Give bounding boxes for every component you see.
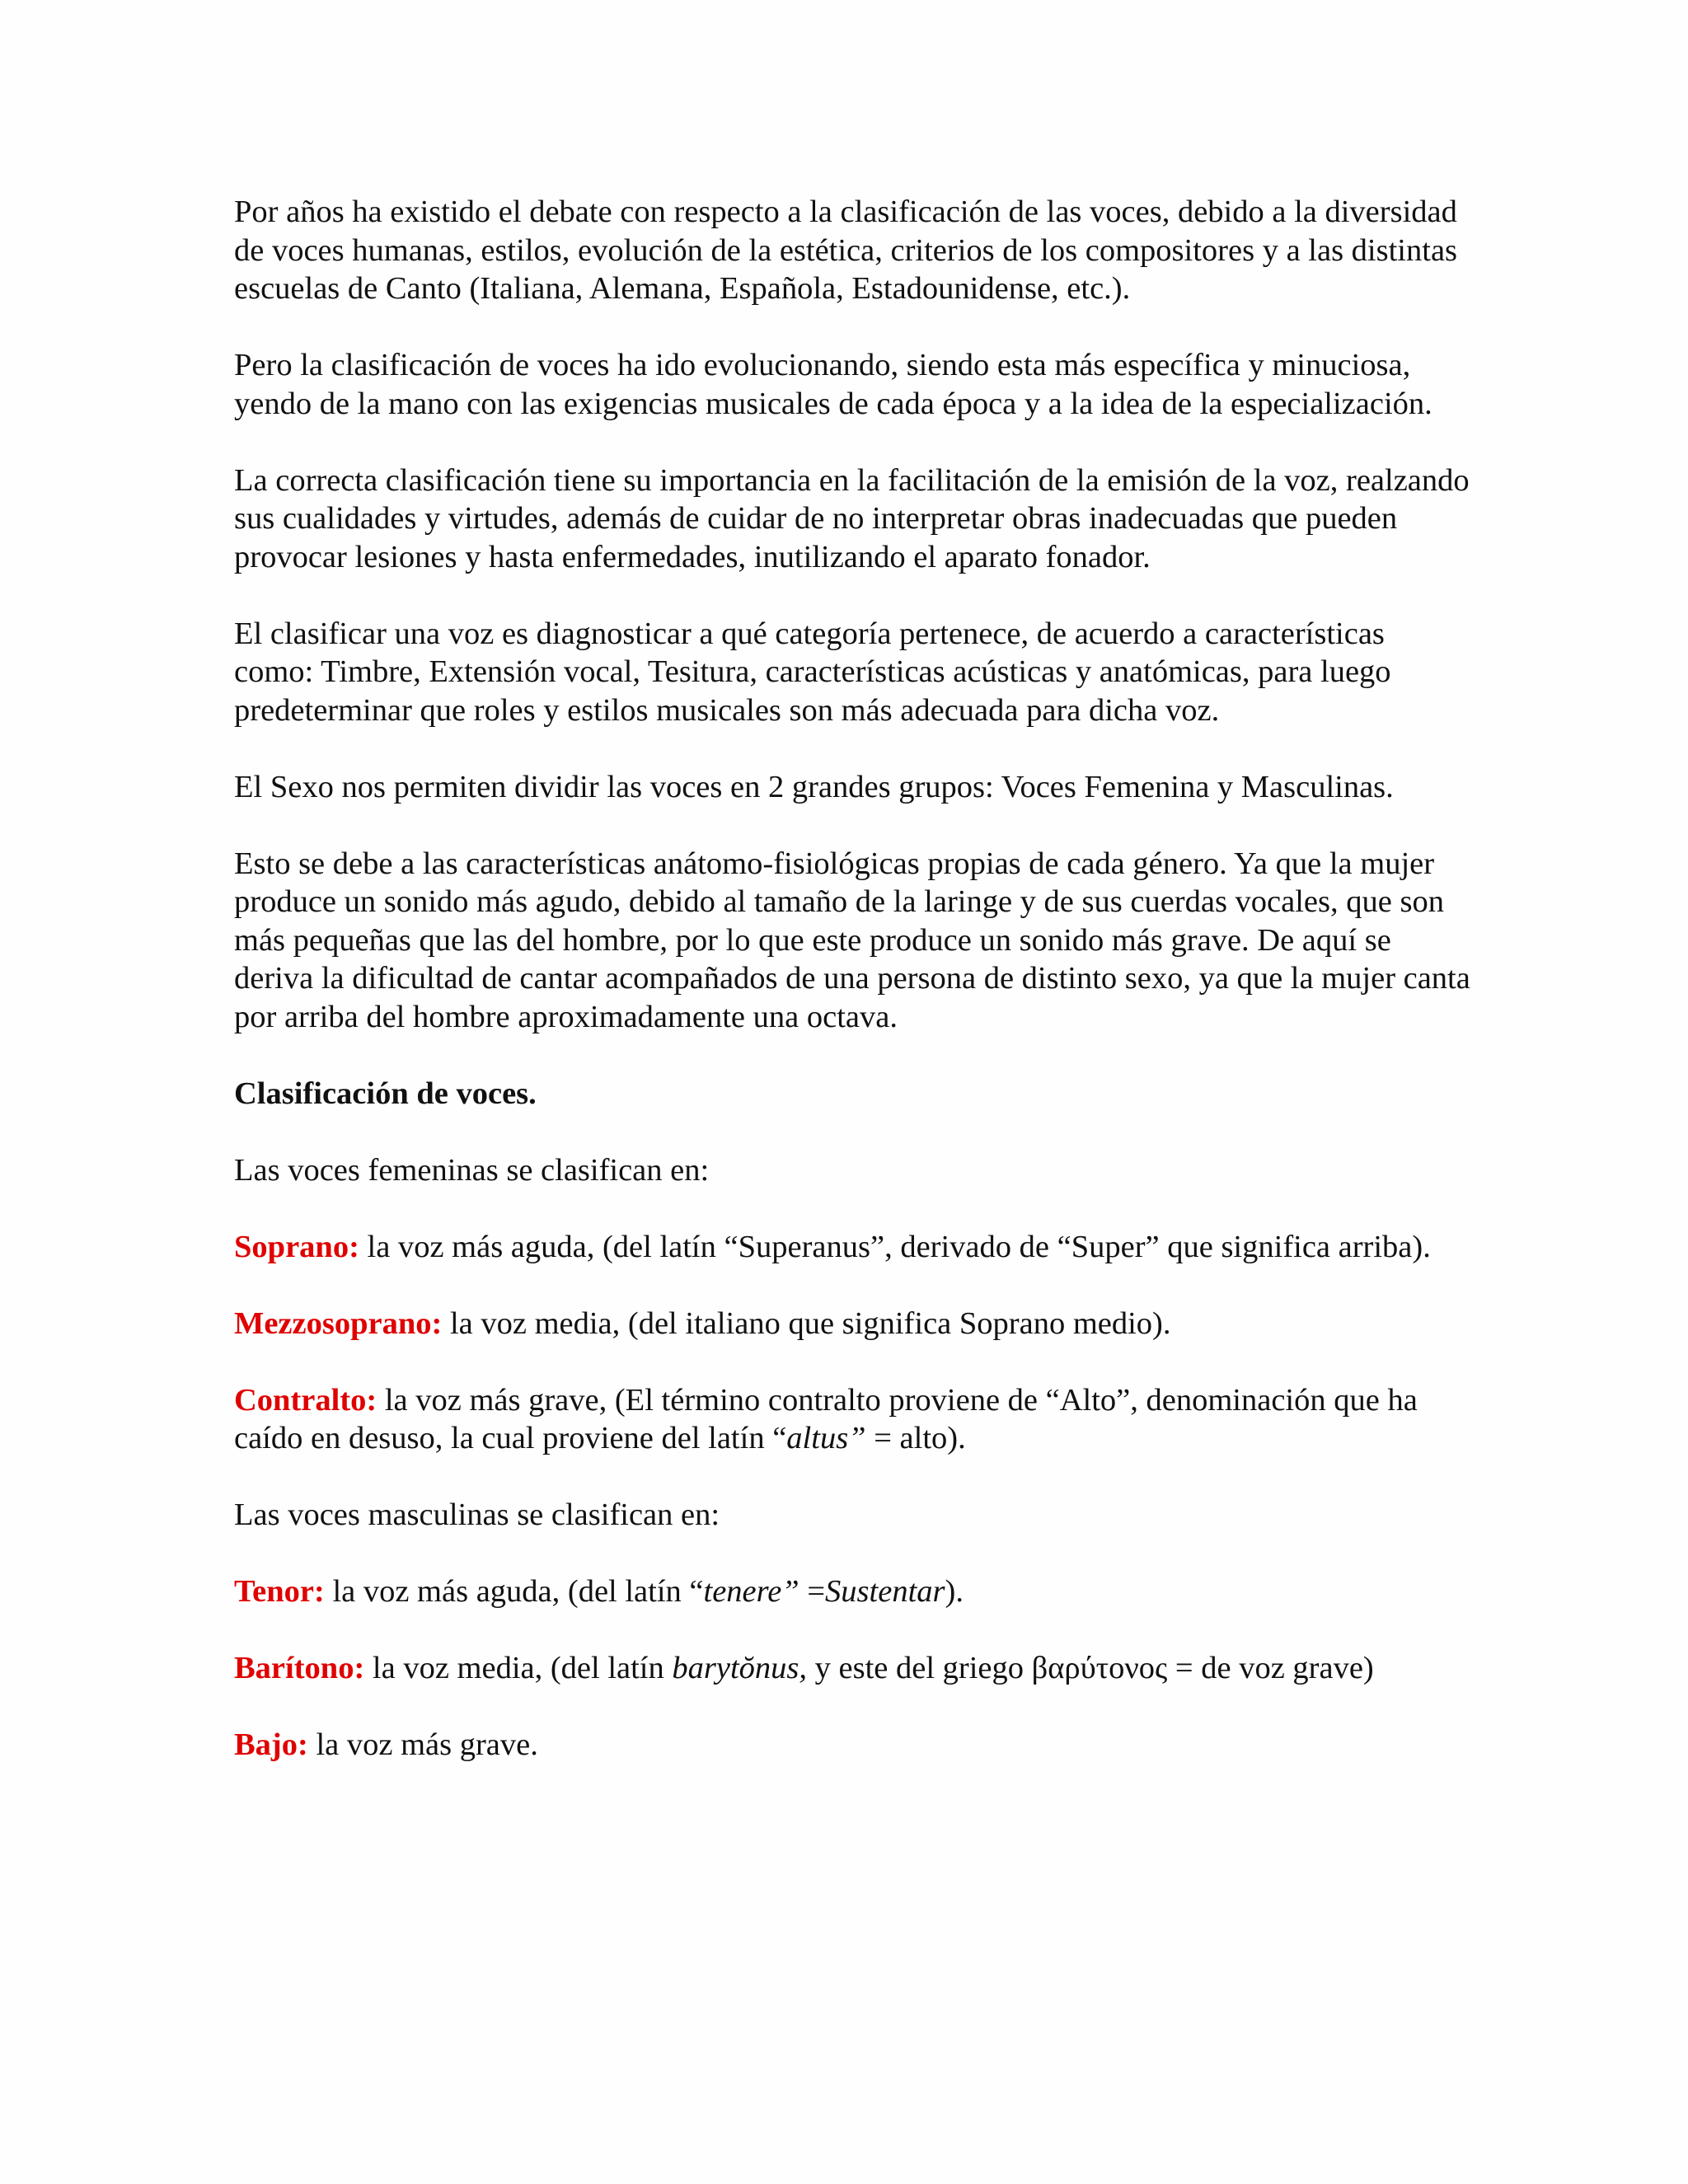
male-voices-intro: Las voces masculinas se clasifican en: (234, 1497, 720, 1532)
voice-entry-contralto (234, 1381, 1470, 1458)
voice-entry-tenor (234, 1572, 1470, 1611)
voice-latin-tenere: tenere” (703, 1574, 799, 1609)
voice-term-tenor: Tenor: (234, 1574, 325, 1609)
voice-description-baritono-a: la voz media, (del latín (364, 1651, 673, 1685)
voice-term-contralto: Contralto: (234, 1382, 377, 1418)
voice-entry-soprano (234, 1228, 1470, 1267)
voice-latin-barytonus: barytŏnus, (672, 1651, 808, 1685)
voice-latin-altus: altus” (786, 1421, 866, 1455)
voice-description-tenor-a: la voz más aguda, (del latín “ (324, 1574, 704, 1609)
voice-term-baritono: Barítono: (234, 1651, 365, 1685)
female-voices-intro: Las voces femeninas se clasifican en: (234, 1152, 710, 1188)
paragraph-anatomy: Esto se debe a las características anátomo-fisiológicas propias de cada género. Ya que la mujer produce un sonido más agudo, debido al tamaño de la laringe y de sus cuerdas vocales, que son más pequeñas que las del hombre, por lo que este produce un sonido más grave. De aquí se deriva la dificultad de cantar acompañados de una persona de distinto sexo, ya que la mujer canta por arriba del hombre aproximadamente una octava. (234, 846, 1470, 1034)
voice-description-tenor-c: ). (945, 1574, 964, 1609)
voice-term-mezzosoprano: Mezzosoprano: (234, 1305, 443, 1341)
paragraph-debate: Por años ha existido el debate con respecto a la clasificación de las voces, debido a la diversidad de voces humanas, estilos, evolución de la estética, criterios de los compositores y a las distintas escuelas de Canto (Italiana, Alemana, Española, Estadounidense, etc.). (234, 194, 1458, 306)
section-heading: Clasificación de voces. (234, 1076, 537, 1111)
voice-description-baritono-b: y este del griego βαρύτονος = de voz grave) (807, 1651, 1374, 1685)
voice-description-tenor-b: = (799, 1574, 826, 1609)
voice-entry-bajo (234, 1726, 1470, 1765)
voice-description-contralto-a: la voz más grave, (El término contralto proviene de “Alto”, denominación que ha caído en desuso, la cual proviene del latín “ (234, 1382, 1418, 1455)
voice-description-contralto-b: = alto). (865, 1421, 966, 1455)
paragraph-evolution: Pero la clasificación de voces ha ido evolucionando, siendo esta más específica y minuciosa, yendo de la mano con las exigencias musicales de cada época y a la idea de la especialización. (234, 348, 1432, 421)
voice-description-mezzosoprano: la voz media, (del italiano que significa Soprano medio). (442, 1305, 1171, 1341)
paragraph-importance: La correcta clasificación tiene su importancia en la facilitación de la emisión de la voz, realzando sus cualidades y virtudes, además de cuidar de no interpretar obras inadecuadas que pueden provocar lesiones y hasta enfermedades, inutilizando el aparato fonador. (234, 462, 1470, 574)
voice-term-soprano: Soprano: (234, 1229, 359, 1264)
voice-entry-baritono (234, 1649, 1470, 1688)
paragraph-diagnosis: El clasificar una voz es diagnosticar a qué categoría pertenece, de acuerdo a características como: Timbre, Extensión vocal, Tesitura, características acústicas y anatómicas, para luego predeterminar que roles y estilos musicales son más adecuada para dicha voz. (234, 616, 1391, 728)
voice-entry-mezzosoprano (234, 1305, 1470, 1343)
paragraph-sex-groups: El Sexo nos permiten dividir las voces en 2 grandes grupos: Voces Femenina y Masculinas. (234, 769, 1394, 804)
voice-description-bajo: la voz más grave. (307, 1727, 538, 1762)
document-body (234, 193, 1470, 1802)
voice-latin-sustentar: Sustentar (825, 1574, 945, 1609)
voice-term-bajo: Bajo: (234, 1727, 308, 1762)
voice-description-soprano: la voz más aguda, (del latín “Superanus”, derivado de “Super” que significa arriba). (359, 1229, 1431, 1264)
